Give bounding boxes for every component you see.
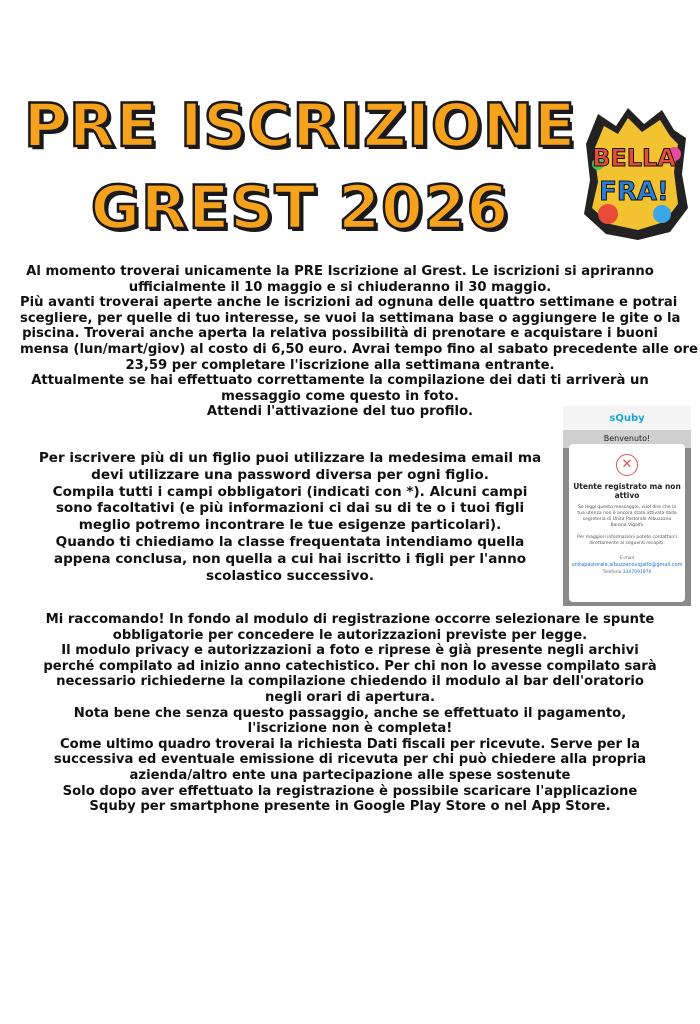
privacy-line: necessario richiederne la compilazione chiedendo il modulo al bar dell'oratorio (56, 674, 644, 690)
siblings-line: appena conclusa, non quella a cui hai iscritto i figli per l'anno (53, 550, 527, 567)
privacy-line: azienda/altro ente una partecipazione alle spese sostenute (129, 767, 571, 783)
inactive-user-card (569, 444, 685, 602)
privacy-paragraph (20, 612, 680, 815)
privacy-line: negli orari di apertura. (265, 689, 435, 705)
siblings-line: scolastico successivo. (205, 567, 374, 584)
privacy-line: Come ultimo quadro troverai la richiesta Dati fiscali per ricevute. Serve per la (59, 736, 641, 752)
phone-label: Telefono (602, 570, 622, 575)
intro-line: Più avanti troverai aperte anche le iscrizioni ad ognuna delle quattro settimane e potrai (20, 295, 678, 311)
privacy-line: Mi raccomando! In fondo al modulo di registrazione occorre selezionare le spunte (45, 612, 655, 627)
siblings-line: Per iscrivere più di un figlio puoi utilizzare la medesima email ma (38, 450, 542, 466)
privacy-line: successiva ed eventuale emissione di ricevuta per chi può chiedere alla propria (53, 752, 647, 768)
bella-fra-logo-icon (578, 104, 690, 244)
app-logo: sQuby (609, 413, 645, 424)
intro-line: scegliere, per quelle di tuo interesse, se vuoi la settimana base o aggiungere le gite o la (20, 310, 681, 326)
intro-line: piscina. Troverai anche aperta la relativa possibilità di prenotare e acquistare i buoni (22, 326, 658, 342)
privacy-line: obbligatorie per concedere le autorizzazioni previste per legge. (112, 627, 588, 643)
privacy-line: Nota bene che senza questo passaggio, anche se effettuato il pagamento, (73, 705, 627, 721)
intro-line: Attualmente se hai effettuato correttamente la compilazione dei dati ti arriverà un (31, 373, 649, 389)
card-text: Se leggi questo messaggio, vuol dire che la tua utenza non è ancora stata attivata dalla segreteria di Unità Pastorale Albuzzano Barona Vigalfo (577, 505, 677, 528)
siblings-line: Compila tutti i campi obbligatori (indicati con *). Alcuni campi (52, 483, 528, 500)
page-title-line2: GREST 2026 (90, 173, 510, 243)
intro-line: 23,59 per completare l'iscrizione alla settimana entrante. (125, 357, 555, 373)
logo-text-top: BELLA (592, 144, 676, 172)
page-title-line1: PRE ISCRIZIONE (23, 91, 577, 161)
privacy-line: perché compilato ad inizio anno catechistico. Per chi non lo avesse compilato sarà (43, 658, 657, 674)
intro-paragraph (20, 264, 698, 420)
card-info: Per maggiori informazioni potete contattarci direttamente ai seguenti recapiti: (577, 535, 677, 546)
card-title: Utente registrato ma non attivo (573, 482, 681, 500)
privacy-line: Solo dopo aver effettuato la registrazione è possibile scaricare l'applicazione (62, 783, 638, 799)
intro-line: Attendi l'attivazione del tuo profilo. (206, 404, 474, 420)
app-screenshot (563, 406, 691, 606)
privacy-line: l'iscrizione non è completa! (247, 721, 453, 737)
phone-number: 3347091976 (622, 570, 652, 575)
siblings-line: sono facoltativi (e più informazioni ci dai su di te o i tuoi figli (55, 500, 525, 517)
intro-line: messaggio come questo in foto. (221, 388, 459, 404)
siblings-line: Quando ti chiediamo la classe frequentata intendiamo quella (55, 533, 525, 550)
siblings-line: devi utilizzare una password diversa per ogni figlio. (91, 466, 489, 483)
intro-line: mensa (lun/mart/giov) al costo di 6,50 euro. Avrai tempo fino al sabato precedente alle ore (20, 341, 698, 357)
close-x-icon: ✕ (616, 454, 638, 476)
siblings-line: meglio potremo incontrare le tue esigenze particolari). (78, 517, 502, 534)
email-label: E-mail (619, 556, 635, 561)
privacy-line: Il modulo privacy e autorizzazioni a foto e riprese è già presente negli archivi (61, 643, 639, 659)
welcome-text: Benvenuto! (563, 430, 691, 448)
intro-line: ufficialmente il 10 maggio e si chiuderanno il 30 maggio. (128, 279, 552, 295)
logo-text-bottom: FRA! (599, 177, 669, 207)
intro-line: Al momento troverai unicamente la PRE Iscrizione al Grest. Le iscrizioni si apriranno (26, 264, 654, 279)
siblings-paragraph (20, 450, 560, 584)
email-value: unitapastorale.albuzzanovigalfo@gmail.com (571, 562, 683, 568)
privacy-line: Squby per smartphone presente in Google Play Store o nel App Store. (89, 799, 611, 815)
